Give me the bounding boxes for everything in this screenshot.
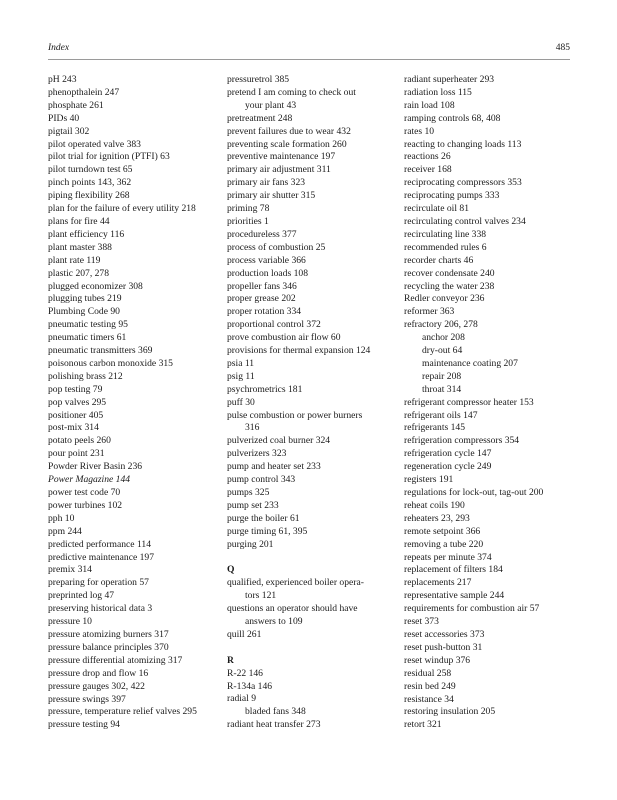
index-entry: pressure differential atomizing 317	[48, 654, 183, 666]
spacer	[227, 552, 397, 565]
index-entry: questions an operator should have	[227, 603, 358, 615]
index-entry: pinch points 143, 362	[48, 177, 132, 189]
index-subentry: maintenance coating 207	[422, 357, 518, 369]
index-entry: pumps 325	[227, 487, 270, 498]
index-entry: preprinted log 47	[48, 590, 115, 602]
index-subentry: repair 208	[422, 370, 462, 382]
index-entry: pH 243	[48, 74, 77, 85]
index-entry: propeller fans 346	[227, 280, 297, 292]
index-entry: pulse combustion or power burners	[227, 409, 363, 421]
index-entry: radiant superheater 293	[404, 74, 495, 85]
index-entry: procedureless 377	[227, 228, 297, 240]
index-entry: pressure 10	[48, 616, 92, 628]
index-entry: prove combustion air flow 60	[227, 332, 341, 344]
index-entry: process variable 366	[227, 254, 306, 266]
index-entry: potato peels 260	[48, 435, 111, 447]
section-letter: Q	[227, 564, 235, 576]
index-entry: purge the boiler 61	[227, 512, 300, 524]
index-subentry: answers to 109	[245, 616, 303, 628]
index-column-2	[227, 74, 397, 732]
index-entry: plan for the failure of every utility 218	[48, 203, 196, 215]
index-entry: remote setpoint 366	[404, 525, 481, 537]
index-entry: premix 314	[48, 564, 92, 576]
index-entry: replacements 217	[404, 577, 472, 589]
index-entry: ppm 244	[48, 525, 82, 537]
spacer	[227, 642, 397, 655]
index-entry: pressure balance principles 370	[48, 641, 169, 653]
index-entry: representative sample 244	[404, 590, 505, 602]
index-entry: preventing scale formation 260	[227, 138, 347, 150]
index-subentry: bladed fans 348	[245, 706, 306, 718]
index-entry: PIDs 40	[48, 112, 80, 124]
index-entry: pretend I am coming to check out	[227, 86, 356, 98]
index-entry: plant efficiency 116	[48, 228, 125, 240]
index-entry: pretreatment 248	[227, 112, 293, 124]
index-entry: R-22 146	[227, 667, 263, 679]
index-subentry: throat 314	[422, 383, 462, 395]
index-entry: purging 201	[227, 538, 274, 550]
index-entry: reacting to changing loads 113	[404, 138, 522, 150]
index-entry: post-mix 314	[48, 422, 99, 434]
index-entry: proper rotation 334	[227, 306, 302, 318]
index-entry: radiant heat transfer 273	[227, 719, 321, 731]
index-entry: removing a tube 220	[404, 538, 484, 550]
index-entry: preventive maintenance 197	[227, 151, 336, 163]
index-entry: pump set 233	[227, 499, 279, 511]
index-entry: plant master 388	[48, 241, 112, 253]
index-entry: phenopthalein 247	[48, 86, 120, 98]
index-entry: recommended rules 6	[404, 241, 487, 253]
index-entry: pulverized coal burner 324	[227, 435, 331, 447]
index-entry: piping flexibility 268	[48, 190, 130, 202]
index-entry: psia 11	[227, 357, 255, 369]
index-entry: reciprocating compressors 353	[404, 177, 522, 189]
index-entry: replacement of filters 184	[404, 564, 503, 576]
index-subentry: dry-out 64	[422, 345, 463, 357]
index-entry: Plumbing Code 90	[48, 306, 120, 318]
index-entry: polishing brass 212	[48, 370, 123, 382]
index-entry: pressure swings 397	[48, 693, 126, 705]
index-entry: plant rate 119	[48, 254, 101, 266]
index-entry: pour point 231	[48, 448, 105, 460]
header-rule	[48, 59, 570, 60]
index-entry: proper grease 202	[227, 293, 296, 305]
index-entry: refrigeration cycle 147	[404, 448, 492, 460]
index-entry: rain load 108	[404, 99, 455, 111]
index-entry: proportional control 372	[227, 319, 321, 331]
index-entry: refrigerants 145	[404, 422, 466, 434]
index-entry: reformer 363	[404, 306, 455, 318]
index-entry: refrigeration compressors 354	[404, 435, 520, 447]
index-entry: pilot trial for ignition (PTFI) 63	[48, 151, 170, 163]
index-entry: plans for fire 44	[48, 215, 110, 227]
index-entry: Power Magazine 144	[48, 474, 131, 486]
index-entry: Powder River Basin 236	[48, 461, 143, 473]
index-entry: recirculate oil 81	[404, 203, 469, 215]
index-entry: preparing for operation 57	[48, 577, 149, 589]
index-entry: recycling the water 238	[404, 280, 495, 292]
index-entry: psig 11	[227, 370, 255, 382]
index-entry: reset accessories 373	[404, 628, 485, 640]
index-entry: recorder charts 46	[404, 254, 474, 266]
index-entry: phosphate 261	[48, 99, 104, 111]
index-entry: quill 261	[227, 628, 262, 640]
index-entry: refrigerant compressor heater 153	[404, 396, 534, 408]
index-entry: pressure testing 94	[48, 719, 120, 731]
index-entry: pop testing 79	[48, 383, 103, 395]
index-entry: reset windup 376	[404, 654, 471, 666]
index-entry: receiver 168	[404, 164, 452, 176]
page-number: 485	[555, 43, 570, 53]
index-entry: pph 10	[48, 512, 75, 524]
index-entry: qualified, experienced boiler opera-	[227, 577, 364, 589]
page-header	[48, 43, 570, 59]
index-subentry: tors 121	[245, 590, 277, 602]
index-entry: primary air adjustment 311	[227, 164, 331, 176]
index-entry: predicted performance 114	[48, 538, 151, 550]
index-entry: recirculating line 338	[404, 228, 487, 240]
index-entry: radial 9	[227, 693, 257, 705]
index-entry: repeats per minute 374	[404, 551, 492, 563]
index-entry: plugging tubes 219	[48, 293, 122, 305]
index-entry: pressure gauges 302, 422	[48, 680, 145, 692]
index-entry: pilot turndown test 65	[48, 164, 133, 176]
index-entry: refrigerant oils 147	[404, 409, 478, 421]
index-entry: pressuretrol 385	[227, 74, 290, 85]
index-entry: registers 191	[404, 474, 454, 486]
index-entry: priorities 1	[227, 215, 269, 227]
index-entry: production loads 108	[227, 267, 309, 279]
index-entry: reciprocating pumps 333	[404, 190, 500, 202]
running-head: Index	[48, 43, 70, 53]
index-entry: recirculating control valves 234	[404, 215, 526, 227]
index-subentry: anchor 208	[422, 332, 465, 344]
index-entry: positioner 405	[48, 409, 104, 421]
index-entry: pump and heater set 233	[227, 461, 321, 473]
index-entry: R-134a 146	[227, 680, 273, 692]
index-entry: reset 373	[404, 616, 439, 628]
index-column-1	[48, 74, 220, 732]
index-entry: predictive maintenance 197	[48, 551, 155, 563]
index-entry: pressure atomizing burners 317	[48, 628, 169, 640]
index-entry: resin bed 249	[404, 680, 456, 692]
index-entry: reheat coils 190	[404, 499, 465, 511]
index-entry: regeneration cycle 249	[404, 461, 492, 473]
index-entry: radiation loss 115	[404, 86, 472, 98]
index-entry: primary air shutter 315	[227, 190, 316, 202]
index-entry: pilot operated valve 383	[48, 138, 141, 150]
index-entry: pulverizers 323	[227, 448, 287, 460]
index-entry: pneumatic testing 95	[48, 319, 128, 331]
index-entry: recover condensate 240	[404, 267, 495, 279]
index-entry: pneumatic transmitters 369	[48, 345, 153, 357]
index-entry: pneumatic timers 61	[48, 332, 127, 344]
index-entry: regulations for lock-out, tag-out 200	[404, 487, 544, 498]
index-entry: restoring insulation 205	[404, 706, 496, 718]
index-entry: process of combustion 25	[227, 241, 326, 253]
index-entry: refractory 206, 278	[404, 319, 478, 331]
index-entry: reset push-button 31	[404, 641, 483, 653]
index-entry: pressure, temperature relief valves 295	[48, 706, 197, 718]
index-entry: pressure drop and flow 16	[48, 667, 149, 679]
index-entry: resistance 34	[404, 693, 454, 705]
index-entry: plastic 207, 278	[48, 267, 110, 279]
index-entry: power turbines 102	[48, 499, 123, 511]
index-subentry: 316	[245, 422, 260, 434]
index-entry: preserving historical data 3	[48, 603, 153, 615]
index-entry: puff 30	[227, 396, 255, 408]
index-entry: purge timing 61, 395	[227, 525, 308, 537]
index-entry: retort 321	[404, 719, 442, 731]
index-column-3	[404, 74, 579, 732]
index-entry: psychrometrics 181	[227, 383, 303, 395]
index-entry: priming 78	[227, 203, 270, 215]
index-entry: reheaters 23, 293	[404, 512, 470, 524]
index-entry: provisions for thermal expansion 124	[227, 345, 371, 357]
index-entry: pigtail 302	[48, 125, 90, 137]
index-entry: residual 258	[404, 667, 452, 679]
index-entry: requirements for combustion air 57	[404, 603, 540, 615]
index-entry: prevent failures due to wear 432	[227, 125, 351, 137]
section-letter: R	[227, 654, 234, 666]
index-entry: power test code 70	[48, 487, 121, 498]
index-entry: ramping controls 68, 408	[404, 112, 501, 124]
index-entry: plugged economizer 308	[48, 280, 143, 292]
index-subentry: your plant 43	[245, 99, 297, 111]
index-entry: pop valves 295	[48, 396, 107, 408]
index-entry: primary air fans 323	[227, 177, 306, 189]
index-entry: Redler conveyor 236	[404, 293, 485, 305]
index-entry: rates 10	[404, 125, 435, 137]
index-entry: pump control 343	[227, 474, 296, 486]
index-entry: poisonous carbon monoxide 315	[48, 357, 173, 369]
index-entry: reactions 26	[404, 151, 451, 163]
